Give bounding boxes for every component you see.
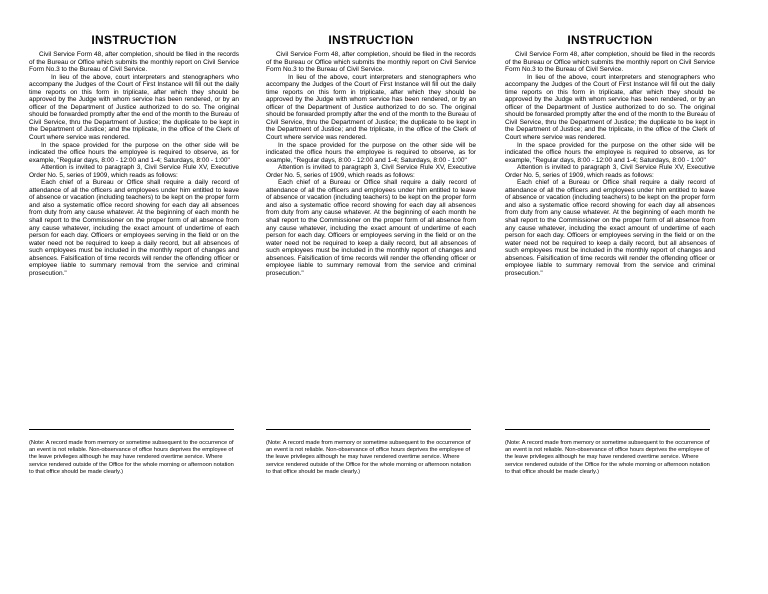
divider-line	[266, 429, 471, 430]
instruction-title: INSTRUCTION	[91, 33, 177, 47]
paragraph-attention: Attention is invited to paragraph 3, Civil Service Rule XV, Executive Order No. 5, series of 1909, which reads as follows:	[29, 164, 239, 179]
paragraph-rule-quote: Each chief of a Bureau or Office shall require a daily record of attendance of all the officers and employees under him entitled to leave of absence or vacation (including teachers) to be kept on the proper form and also a systematic office record showing for each day all absences from duty from any cause whatever. At the beginning of each month he shall report to the Commissioner on the proper form of all absence from any cause whatever, including the exact amount of undertime of each person for each day. Officers or employees serving in the field or on the water need not be required to keep a daily record, but all absences of such employees must be included in the monthly report of changes and absences. Falsification of time records will render the offending officer or employee liable to summary removal from the service and criminal prosecution."	[29, 179, 239, 277]
paragraph-filing: Civil Service Form 48, after completion, should be filed in the records of the Bureau or Office which submits the monthly report on Civil Service Form No.3 to the Bureau of Civil Service.	[29, 51, 239, 74]
paragraph-rule-quote: Each chief of a Bureau or Office shall require a daily record of attendance of all the officers and employees under him entitled to leave of absence or vacation (including teachers) to be kept on the proper form and also a systematic office record showing for each day all absences from duty from any cause whatever. At the beginning of each month he shall report to the Commissioner on the proper form of all absence from any cause whatever, including the exact amount of undertime of each person for each day. Officers or employees serving in the field or on the water need not be required to keep a daily record, but all absences of such employees must be included in the monthly report of changes and absences. Falsification of time records will render the offending officer or employee liable to summary removal from the service and criminal prosecution."	[266, 179, 476, 277]
divider-line	[29, 429, 234, 430]
paragraph-filing: Civil Service Form 48, after completion, should be filed in the records of the Bureau or Office which submits the monthly report on Civil Service Form No.3 to the Bureau of Civil Service.	[266, 51, 476, 74]
note-text: (Note: A record made from memory or sometime subsequent to the occurrence of an event is not reliable. Non-observance of office hours deprives the employee of the leave privileges although he may have rendered overtime service. Where service rendered outside of the Office for the whole morning or afternoon notation to that office should be made clearly.)	[505, 440, 710, 475]
paragraph-office-hours: In the space provided for the purpose on the other side will be indicated the office hours the employee is required to observe, as for example, "Regular days, 8:00 - 12:00 and 1-4; Saturdays, 8:00 - 1:00"	[29, 141, 239, 164]
instruction-body	[266, 51, 476, 411]
paragraph-office-hours: In the space provided for the purpose on the other side will be indicated the office hours the employee is required to observe, as for example, "Regular days, 8:00 - 12:00 and 1-4; Saturdays, 8:00 - 1:00"	[266, 141, 476, 164]
instruction-body	[505, 51, 715, 411]
paragraph-attention: Attention is invited to paragraph 3, Civil Service Rule XV, Executive Order No. 5, series of 1909, which reads as follows:	[266, 164, 476, 179]
instruction-title: INSTRUCTION	[328, 33, 414, 47]
paragraph-court-interpreters: In lieu of the above, court interpreters and stenographers who accompany the Judges of the Court of First Instance will fill out the daily time reports on this form in triplicate, after which they should be approved by the Judge with whom service has been rendered, or by an officer of the Department of Justice authorized to do so. The original should be forwarded promptly after the end of the month to the Bureau of Civil Service, thru the Department of Justice; the duplicate to be kept in the Department of Justice; and the triplicate, in the office of the Clerk of Court where service was rendered.	[29, 73, 239, 142]
note-text: (Note: A record made from memory or sometime subsequent to the occurrence of an event is not reliable. Non-observance of office hours deprives the employee of the leave privileges although he may have rendered overtime service. Where service rendered outside of the Office for the whole morning or afternoon notation to that office should be made clearly.)	[29, 440, 234, 475]
instruction-title: INSTRUCTION	[567, 33, 653, 47]
paragraph-office-hours: In the space provided for the purpose on the other side will be indicated the office hours the employee is required to observe, as for example, "Regular days, 8:00 - 12:00 and 1-4; Saturdays, 8:00 - 1:00"	[505, 141, 715, 164]
paragraph-filing: Civil Service Form 48, after completion, should be filed in the records of the Bureau or Office which submits the monthly report on Civil Service Form No.3 to the Bureau of Civil Service.	[505, 51, 715, 74]
instruction-column-2	[266, 33, 476, 475]
paragraph-court-interpreters: In lieu of the above, court interpreters and stenographers who accompany the Judges of the Court of First Instance will fill out the daily time reports on this form in triplicate, after which they should be approved by the Judge with whom service has been rendered, or by an officer of the Department of Justice authorized to do so. The original should be forwarded promptly after the end of the month to the Bureau of Civil Service, thru the Department of Justice; the duplicate to be kept in the Department of Justice; and the triplicate, in the office of the Clerk of Court where service was rendered.	[266, 73, 476, 142]
paragraph-rule-quote: Each chief of a Bureau or Office shall require a daily record of attendance of all the officers and employees under him entitled to leave of absence or vacation (including teachers) to be kept on the proper form and also a systematic office record showing for each day all absences from duty from any cause whatever. At the beginning of each month he shall report to the Commissioner on the proper form of all absence from any cause whatever, including the exact amount of undertime of each person for each day. Officers or employees serving in the field or on the water need not be required to keep a daily record, but all absences of such employees must be included in the monthly report of changes and absences. Falsification of time records will render the offending officer or employee liable to summary removal from the service and criminal prosecution."	[505, 179, 715, 277]
instruction-body	[29, 51, 239, 411]
divider-line	[505, 429, 710, 430]
instruction-column-1	[29, 33, 239, 475]
note-text: (Note: A record made from memory or sometime subsequent to the occurrence of an event is not reliable. Non-observance of office hours deprives the employee of the leave privileges although he may have rendered overtime service. Where service rendered outside of the Office for the whole morning or afternoon notation to that office should be made clearly.)	[266, 440, 471, 475]
paragraph-attention: Attention is invited to paragraph 3, Civil Service Rule XV, Executive Order No. 5, series of 1909, which reads as follows:	[505, 164, 715, 179]
instruction-column-3	[505, 33, 715, 475]
paragraph-court-interpreters: In lieu of the above, court interpreters and stenographers who accompany the Judges of the Court of First Instance will fill out the daily time reports on this form in triplicate, after which they should be approved by the Judge with whom service has been rendered, or by an officer of the Department of Justice authorized to do so. The original should be forwarded promptly after the end of the month to the Bureau of Civil Service, thru the Department of Justice; the duplicate to be kept in the Department of Justice; and the triplicate, in the office of the Clerk of Court where service was rendered.	[505, 73, 715, 142]
